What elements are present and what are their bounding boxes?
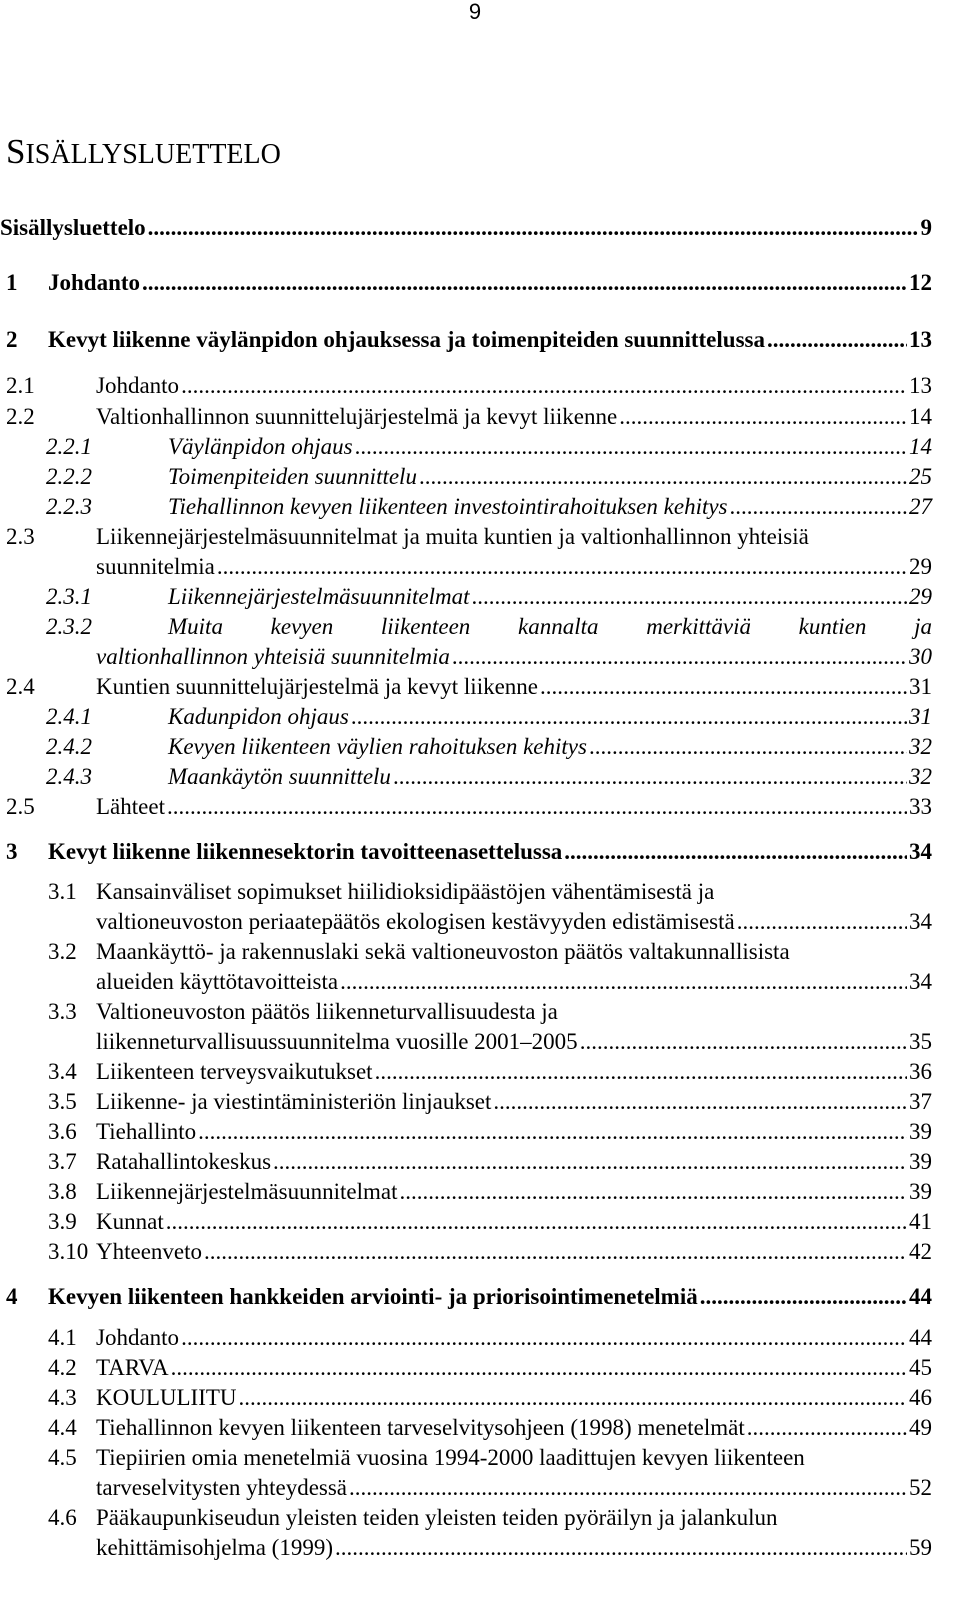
toc-entry-page: 39 <box>909 1179 932 1204</box>
toc-entry-title: Valtioneuvoston päätös liikenneturvallisuudesta ja <box>96 999 558 1024</box>
toc-entry-number: 2.4 <box>6 674 35 699</box>
dot-leader <box>700 1282 907 1312</box>
toc-entry-number: 4.3 <box>48 1385 77 1410</box>
toc-entry-title: Liikennejärjestelmäsuunnitelmat <box>168 584 470 609</box>
toc-entry-number: 2.2.2 <box>46 464 92 489</box>
dot-leader <box>181 371 907 401</box>
dot-leader <box>340 967 907 997</box>
toc-entry-title: Tiepiirien omia menetelmiä vuosina 1994-2000 laadittujen kevyen liikenteen <box>96 1445 805 1470</box>
toc-entry-page: 34 <box>909 969 932 994</box>
dot-leader <box>167 792 907 822</box>
toc-entry-page: 30 <box>909 644 932 669</box>
toc-entry-title: Tiehallinnon kevyen liikenteen tarveselvitysohjeen (1998) menetelmät <box>96 1415 745 1440</box>
toc-entry-page: 34 <box>909 839 932 864</box>
toc-entry-page: 45 <box>909 1355 932 1380</box>
toc-entry-word: liikenteen <box>380 614 471 639</box>
toc-entry-title: Kadunpidon ohjaus <box>168 704 349 729</box>
toc-entry-number: 4.4 <box>48 1415 77 1440</box>
toc-entry-number: 3.4 <box>48 1059 77 1084</box>
dot-leader <box>351 702 907 732</box>
toc-entry-number: 4 <box>6 1284 18 1309</box>
toc-entry-number: 3.7 <box>48 1149 77 1174</box>
toc-entry-word: kannalta <box>518 614 599 639</box>
toc-entry-title: Tiehallinto <box>96 1119 197 1144</box>
toc-entry-page: 44 <box>909 1284 932 1309</box>
toc-entry-title: suunnitelmia <box>96 554 215 579</box>
toc-entry-title: Toimenpiteiden suunnittelu <box>168 464 417 489</box>
toc-entry-title: Liikenteen terveysvaikutukset <box>96 1059 373 1084</box>
toc-entry-title: alueiden käyttötavoitteista <box>96 969 339 994</box>
toc-entry-page: 31 <box>909 674 932 699</box>
toc-entry-number: 4.6 <box>48 1505 77 1530</box>
toc-entry-number: 2.1 <box>6 373 35 398</box>
toc-entry-number: 3.10 <box>48 1239 89 1264</box>
toc-entry-number: 2 <box>6 327 18 352</box>
toc-entry-title: Yhteenveto <box>96 1239 203 1264</box>
toc-entry-title: Kuntien suunnittelujärjestelmä ja kevyt liikenne <box>96 674 538 699</box>
toc-entry-page: 42 <box>909 1239 932 1264</box>
dot-leader <box>171 1353 907 1383</box>
dot-leader <box>198 1117 907 1147</box>
toc-entry-title: Kevyen liikenteen väylien rahoituksen kehitys <box>168 734 587 759</box>
dot-leader <box>419 462 907 492</box>
toc-entry-number: 2.3 <box>6 524 35 549</box>
title-rest: ISÄLLYSLUETTELO <box>25 139 281 170</box>
dot-leader <box>737 907 907 937</box>
page-number: 9 <box>468 0 482 24</box>
dot-leader <box>355 432 907 462</box>
toc-entry-page: 41 <box>909 1209 932 1234</box>
toc-entry-title: Maankäyttö- ja rakennuslaki sekä valtioneuvoston päätös valtakunnallisista <box>96 939 790 964</box>
dot-leader <box>239 1383 907 1413</box>
toc-entry-page: 14 <box>909 434 932 459</box>
toc-entry-number: 2.2.3 <box>46 494 92 519</box>
dot-leader <box>399 1177 907 1207</box>
toc-entry-page: 31 <box>909 704 932 729</box>
dot-leader <box>349 1473 907 1503</box>
dot-leader <box>204 1237 907 1267</box>
toc-entry-page: 13 <box>909 373 932 398</box>
toc-entry-title: Johdanto <box>96 373 180 398</box>
toc-entry-page: 46 <box>909 1385 932 1410</box>
toc-entry-title: Väylänpidon ohjaus <box>168 434 353 459</box>
toc-entry-title: Liikennejärjestelmäsuunnitelmat ja muita kuntien ja valtionhallinnon yhteisiä <box>96 524 809 549</box>
toc-entry-title: Kansainväliset sopimukset hiilidioksidipäästöjen vähentämisestä ja <box>96 879 715 904</box>
toc-entry-number: 1 <box>6 270 18 295</box>
toc-entry-number: 3.9 <box>48 1209 77 1234</box>
toc-entry-number: 2.2.1 <box>46 434 92 459</box>
toc-entry-number: 2.5 <box>6 794 35 819</box>
toc-entry-number: 4.5 <box>48 1445 77 1470</box>
toc-entry-title: Johdanto <box>96 1325 180 1350</box>
toc-entry-number: 3.2 <box>48 939 77 964</box>
toc-entry-number: 3.8 <box>48 1179 77 1204</box>
toc-entry-word: merkittäviä <box>646 614 751 639</box>
toc-entry-page: 32 <box>909 764 932 789</box>
toc-entry-number: 2.4.3 <box>46 764 92 789</box>
toc-entry-title: Kevyt liikenne liikennesektorin tavoitteenasettelussa <box>48 839 563 864</box>
toc-entry-page: 29 <box>909 554 932 579</box>
toc-entry-page: 29 <box>909 584 932 609</box>
dot-leader <box>589 732 907 762</box>
toc-entry-number: 3.3 <box>48 999 77 1024</box>
toc-entry-page: 37 <box>909 1089 932 1114</box>
toc-entry-title: Liikenne- ja viestintäministeriön linjaukset <box>96 1089 492 1114</box>
dot-leader <box>375 1057 907 1087</box>
toc-entry-title: tarveselvitysten yhteydessä <box>96 1475 348 1500</box>
toc-entry-title: Kevyt liikenne väylänpidon ohjauksessa ja toimenpiteiden suunnittelussa <box>48 327 765 352</box>
toc-entry-title: Ratahallintokeskus <box>96 1149 272 1174</box>
toc-entry-title: Kunnat <box>96 1209 164 1234</box>
toc-entry-number: 3.6 <box>48 1119 77 1144</box>
dot-leader <box>730 492 907 522</box>
dot-leader <box>540 672 907 702</box>
toc-entry-title: valtionhallinnon yhteisiä suunnitelmia <box>96 644 450 669</box>
dot-leader <box>619 402 907 432</box>
toc-entry-number: 2.2 <box>6 404 35 429</box>
toc-entry-title: liikenneturvallisuussuunnitelma vuosille 2001–2005 <box>96 1029 578 1054</box>
toc-entry-title: Valtionhallinnon suunnittelujärjestelmä ja kevyt liikenne <box>96 404 618 429</box>
dot-leader <box>148 213 919 243</box>
toc-entry-title: valtioneuvoston periaatepäätös ekologisen kestävyyden edistämisestä <box>96 909 735 934</box>
dot-leader <box>142 268 907 298</box>
toc-entry-word: kuntien <box>798 614 867 639</box>
toc-entry-title: Liikennejärjestelmäsuunnitelmat <box>96 1179 398 1204</box>
toc-entry-page: 33 <box>909 794 932 819</box>
dot-leader <box>472 582 907 612</box>
toc-entry-page: 12 <box>909 270 932 295</box>
toc-entry-page: 39 <box>909 1119 932 1144</box>
toc-entry-number: 3.1 <box>48 879 77 904</box>
toc-entry-page: 59 <box>909 1535 932 1560</box>
toc-entry-number: 4.1 <box>48 1325 77 1350</box>
toc-entry-title <box>168 612 932 642</box>
dot-leader <box>217 552 907 582</box>
toc-entry-page: 13 <box>909 327 932 352</box>
dot-leader <box>273 1147 907 1177</box>
toc-entry-title: Pääkaupunkiseudun yleisten teiden yleisten teiden pyöräilyn ja jalankulun <box>96 1505 778 1530</box>
toc-entry-page: 52 <box>909 1475 932 1500</box>
toc-entry-word: Muita <box>168 614 223 639</box>
toc-entry-title: KOULULIITU <box>96 1385 237 1410</box>
dot-leader <box>452 642 907 672</box>
toc-entry-page: 44 <box>909 1325 932 1350</box>
toc-entry-number: 3.5 <box>48 1089 77 1114</box>
toc-entry-page: 9 <box>920 215 932 240</box>
dot-leader <box>767 325 907 355</box>
toc-entry-title: kehittämisohjelma (1999) <box>96 1535 333 1560</box>
dot-leader <box>335 1533 907 1563</box>
toc-entry-title: Kevyen liikenteen hankkeiden arviointi- ja priorisointimenetelmiä <box>48 1284 698 1309</box>
toc-entry-number: 2.4.2 <box>46 734 92 759</box>
toc-entry-word: ja <box>914 614 932 639</box>
dot-leader <box>393 762 907 792</box>
dot-leader <box>181 1323 907 1353</box>
toc-entry-page: 32 <box>909 734 932 759</box>
toc-entry-page: 14 <box>909 404 932 429</box>
toc-entry-page: 25 <box>909 464 932 489</box>
toc-entry-title: Maankäytön suunnittelu <box>168 764 391 789</box>
dot-leader <box>564 837 907 867</box>
toc-entry-page: 35 <box>909 1029 932 1054</box>
toc-entry-title: Johdanto <box>48 270 141 295</box>
toc-entry-page: 34 <box>909 909 932 934</box>
toc-entry-title: TARVA <box>96 1355 169 1380</box>
toc-entry-page: 36 <box>909 1059 932 1084</box>
toc-entry-title: Sisällysluettelo <box>0 215 146 240</box>
toc-entry-number: 4.2 <box>48 1355 77 1380</box>
toc-entry-number: 2.3.1 <box>46 584 92 609</box>
toc-entry-number: 3 <box>6 839 18 864</box>
dot-leader <box>580 1027 907 1057</box>
toc-entry-title: Lähteet <box>96 794 165 819</box>
toc-entry-page: 49 <box>909 1415 932 1440</box>
dot-leader <box>166 1207 907 1237</box>
toc-entry-word: kevyen <box>270 614 334 639</box>
dot-leader <box>493 1087 907 1117</box>
toc-entry-number: 2.3.2 <box>46 614 92 639</box>
title-first-letter: S <box>6 132 26 171</box>
toc-entry-title: Tiehallinnon kevyen liikenteen investointirahoituksen kehitys <box>168 494 728 519</box>
toc-entry-page: 39 <box>909 1149 932 1174</box>
toc-entry-number: 2.4.1 <box>46 704 92 729</box>
dot-leader <box>747 1413 907 1443</box>
toc-entry-page: 27 <box>909 494 932 519</box>
